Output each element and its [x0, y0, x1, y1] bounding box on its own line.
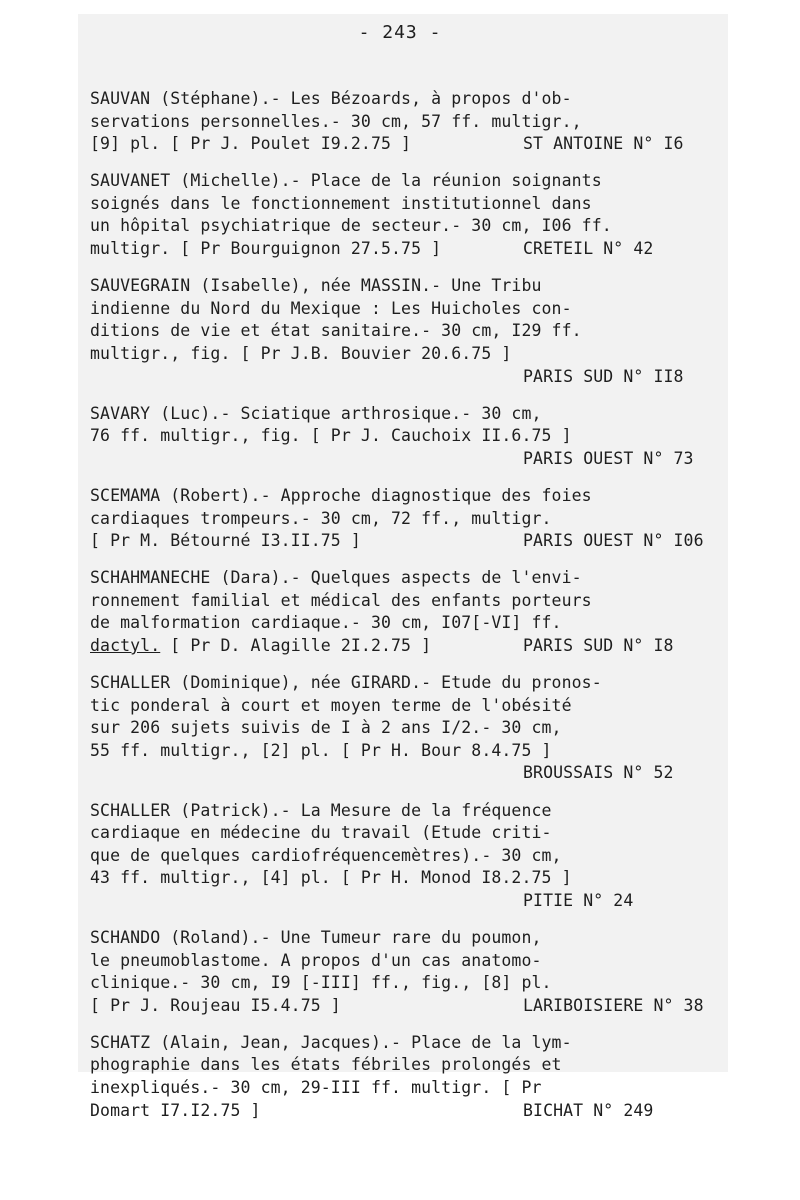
- entry-line: SCHAHMANECHE (Dara).- Quelques aspects de l'envi-: [90, 568, 582, 588]
- list-item: [90, 485, 720, 553]
- entry-line: [90, 238, 720, 261]
- entry-line: SAUVEGRAIN (Isabelle), née MASSIN.- Une Tribu: [90, 276, 542, 296]
- list-item: [90, 927, 720, 1017]
- list-item: [90, 403, 720, 471]
- entry-line: SCHALLER (Dominique), née GIRARD.- Etude du pronos-: [90, 673, 602, 693]
- entry-line: soignés dans le fonctionnement institutionnel dans: [90, 193, 592, 213]
- entry-line: SCEMAMA (Robert).- Approche diagnostique des foies: [90, 485, 592, 505]
- entry-line: [90, 1100, 720, 1123]
- entry-line: [90, 995, 720, 1018]
- entry-line: servations personnelles.- 30 cm, 57 ff. multigr.,: [90, 111, 582, 131]
- entry-line: de malformation cardiaque.- 30 cm, I07[-VI] ff.: [90, 613, 562, 633]
- institution-label: PARIS SUD N° I8: [523, 635, 674, 655]
- institution-label: PARIS OUEST N° I06: [523, 531, 704, 551]
- entry-line: cardiaque en médecine du travail (Etude criti-: [90, 823, 552, 843]
- list-item: [90, 170, 720, 260]
- entry-line: [90, 366, 720, 389]
- institution-label: PARIS SUD N° II8: [523, 366, 684, 386]
- entry-line: tic ponderal à court et moyen terme de l'obésité: [90, 695, 572, 715]
- entry-line: [90, 635, 720, 658]
- list-item: [90, 88, 720, 156]
- entry-line: SCHALLER (Patrick).- La Mesure de la fréquence: [90, 800, 552, 820]
- institution-label: LARIBOISIERE N° 38: [523, 995, 704, 1015]
- institution-label: ST ANTOINE N° I6: [523, 134, 684, 154]
- institution-label: PITIE N° 24: [523, 890, 634, 910]
- entry-line: SAVARY (Luc).- Sciatique arthrosique.- 30 cm,: [90, 403, 542, 423]
- entry-line: SCHANDO (Roland).- Une Tumeur rare du poumon,: [90, 928, 542, 947]
- entry-text: [9] pl. [ Pr J. Poulet I9.2.75 ]: [90, 134, 412, 154]
- list-item: [90, 567, 720, 657]
- entry-line: inexpliqués.- 30 cm, 29-III ff. multigr. [ Pr: [90, 1078, 542, 1098]
- list-item: [90, 672, 720, 785]
- institution-label: BICHAT N° 249: [523, 1100, 654, 1120]
- entry-line: 76 ff. multigr., fig. [ Pr J. Cauchoix II.6.75 ]: [90, 426, 572, 446]
- entry-line: clinique.- 30 cm, I9 [-III] ff., fig., [8] pl.: [90, 973, 552, 993]
- entry-line: phographie dans les états fébriles prolongés et: [90, 1055, 562, 1075]
- institution-label: CRETEIL N° 42: [523, 239, 654, 259]
- entry-line: le pneumoblastome. A propos d'un cas anatomo-: [90, 950, 542, 970]
- entry-line: [90, 448, 720, 471]
- entry-line: [90, 890, 720, 913]
- entry-line: SAUVANET (Michelle).- Place de la réunion soignants: [90, 171, 602, 191]
- list-item: [90, 1032, 720, 1122]
- entry-text: [ Pr D. Alagille 2I.2.75 ]: [160, 635, 432, 655]
- page-number: - 243 -: [358, 22, 442, 43]
- thesis-list: [90, 88, 720, 1137]
- entry-line: cardiaques trompeurs.- 30 cm, 72 ff., multigr.: [90, 508, 552, 528]
- entry-line: 43 ff. multigr., [4] pl. [ Pr H. Monod I8.2.75 ]: [90, 868, 572, 888]
- entry-line: ronnement familial et médical des enfants porteurs: [90, 590, 592, 610]
- entry-line: [90, 530, 720, 553]
- entry-line: indienne du Nord du Mexique : Les Huicholes con-: [90, 298, 572, 318]
- entry-line: SAUVAN (Stéphane).- Les Bézoards, à propos d'ob-: [90, 89, 572, 108]
- entry-line: que de quelques cardiofréquencemètres).- 30 cm,: [90, 845, 562, 865]
- list-item: [90, 800, 720, 913]
- list-item: [90, 275, 720, 388]
- entry-text: [ Pr M. Bétourné I3.II.75 ]: [90, 531, 361, 551]
- entry-line: ditions de vie et état sanitaire.- 30 cm, I29 ff.: [90, 321, 582, 341]
- entry-line: [90, 762, 720, 785]
- entry-line: multigr., fig. [ Pr J.B. Bouvier 20.6.75 ]: [90, 343, 512, 363]
- institution-label: BROUSSAIS N° 52: [523, 763, 674, 783]
- entry-line: SCHATZ (Alain, Jean, Jacques).- Place de la lym-: [90, 1032, 572, 1052]
- entry-text: Domart I7.I2.75 ]: [90, 1100, 261, 1120]
- entry-line: [90, 133, 720, 156]
- institution-label: PARIS OUEST N° 73: [523, 448, 694, 468]
- entry-text: multigr. [ Pr Bourguignon 27.5.75 ]: [90, 239, 442, 259]
- entry-line: un hôpital psychiatrique de secteur.- 30 cm, I06 ff.: [90, 216, 612, 236]
- entry-line: 55 ff. multigr., [2] pl. [ Pr H. Bour 8.4.75 ]: [90, 740, 552, 760]
- entry-text-underlined: dactyl.: [90, 635, 161, 655]
- entry-text: [ Pr J. Roujeau I5.4.75 ]: [90, 995, 341, 1015]
- entry-line: sur 206 sujets suivis de I à 2 ans I/2.- 30 cm,: [90, 718, 562, 738]
